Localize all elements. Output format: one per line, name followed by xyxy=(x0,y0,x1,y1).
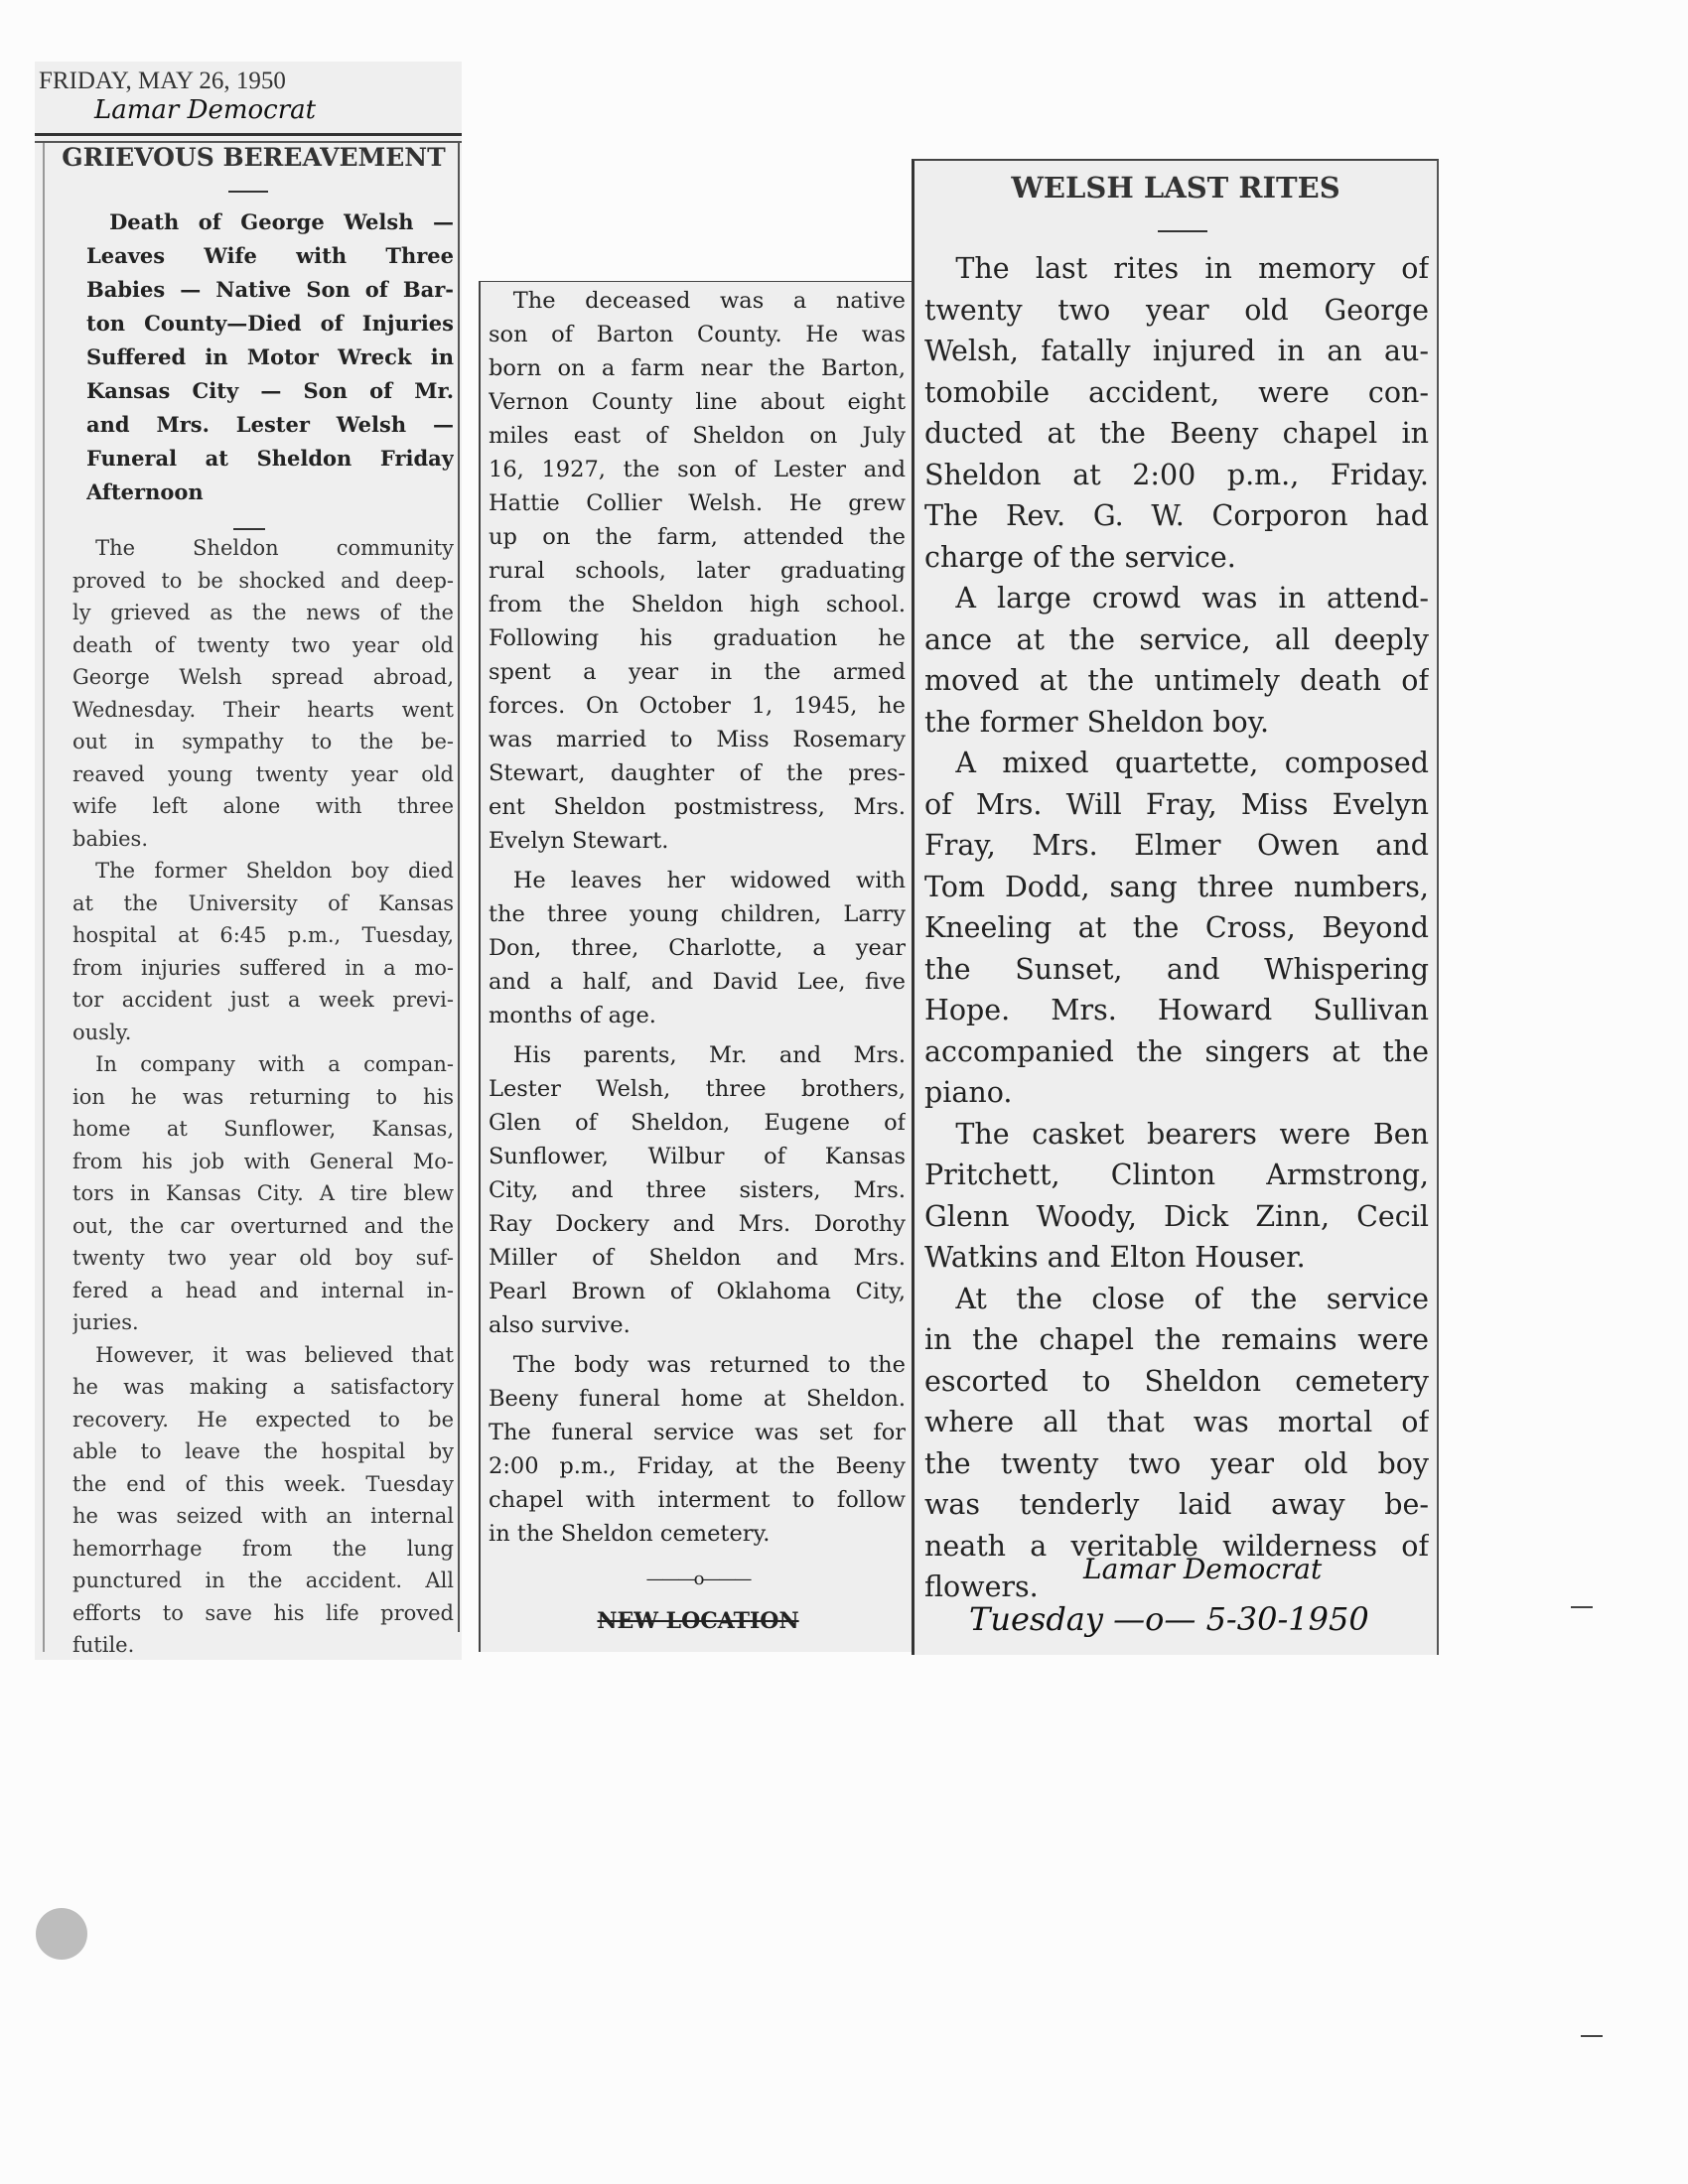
text-line: fered a head and internal in- xyxy=(72,1278,454,1302)
text-line: ance at the service, all deeply xyxy=(924,622,1429,656)
text-line: Hope. Mrs. Howard Sullivan xyxy=(924,994,1429,1026)
paragraph xyxy=(489,284,906,858)
text-line: in the Sheldon cemetery. xyxy=(489,1521,771,1547)
text-line: babies. xyxy=(72,826,149,851)
text-line: The casket bearers were Ben xyxy=(955,1117,1429,1151)
text-line: home at Sunflower, Kansas, xyxy=(72,1117,454,1141)
text-line: Hattie Collier Welsh. He grew xyxy=(489,490,906,516)
subhead-line: Death of George Welsh — xyxy=(109,209,454,234)
text-line: was married to Miss Rosemary xyxy=(489,727,906,752)
text-line: son of Barton County. He was xyxy=(489,322,906,347)
handwritten-source: Lamar Democrat xyxy=(1083,1553,1323,1585)
text-line: the former Sheldon boy. xyxy=(924,705,1270,739)
paragraph xyxy=(72,855,454,1048)
text-line: Kneeling at the Cross, Beyond xyxy=(924,911,1429,944)
text-line: rural schools, later graduating xyxy=(489,558,906,584)
text-line: In company with a compan- xyxy=(95,1052,454,1076)
text-line: also survive. xyxy=(489,1312,631,1338)
text-line: 2:00 p.m., Friday, at the Beeny xyxy=(489,1453,906,1479)
text-line: tor accident just a week previ- xyxy=(72,988,454,1012)
text-line: Evelyn Stewart. xyxy=(489,828,669,854)
subhead-line: Leaves Wife with Three xyxy=(86,243,454,268)
subhead-line: Funeral at Sheldon Friday xyxy=(86,446,454,471)
text-line: the three young children, Larry xyxy=(489,901,906,927)
text-line: efforts to save his life proved xyxy=(72,1600,454,1625)
text-line: miles east of Sheldon on July xyxy=(489,423,906,449)
column-border xyxy=(458,143,460,1632)
text-line: He leaves her widowed with xyxy=(512,868,906,893)
text-line: out in sympathy to the be- xyxy=(72,730,454,753)
text-line: able to leave the hospital by xyxy=(72,1439,454,1463)
text-line: The body was returned to the xyxy=(512,1352,906,1378)
text-line: Stewart, daughter of the pres- xyxy=(489,760,906,786)
subhead-line: Babies — Native Son of Bar- xyxy=(86,277,454,302)
column-border xyxy=(43,143,45,1652)
text-line: charge of the service. xyxy=(924,540,1236,574)
text-line: ly grieved as the news of the xyxy=(72,601,454,624)
text-line: accompanied the singers at the xyxy=(924,1034,1429,1068)
scan-mark xyxy=(1581,2035,1603,2037)
dash xyxy=(228,191,268,193)
text-line: Sunflower, Wilbur of Kansas xyxy=(489,1144,906,1169)
paragraph xyxy=(924,743,1429,1114)
paragraph xyxy=(924,248,1429,578)
text-line: recovery. He expected to be xyxy=(72,1407,454,1432)
article-body xyxy=(924,248,1429,1608)
text-line: escorted to Sheldon cemetery xyxy=(924,1364,1429,1398)
paragraph xyxy=(72,532,454,855)
clipping-grievous-bereavement xyxy=(35,62,462,1660)
text-line: from injuries suffered in a mo- xyxy=(72,955,454,980)
text-line: chapel with interment to follow xyxy=(489,1487,906,1513)
paragraph xyxy=(72,1339,454,1662)
text-line: tomobile accident, were con- xyxy=(924,375,1429,409)
text-line: The funeral service was set for xyxy=(489,1420,906,1445)
text-line: twenty two year old boy suf- xyxy=(72,1246,454,1270)
text-line: George Welsh spread abroad, xyxy=(72,665,454,689)
handwritten-source: Lamar Democrat xyxy=(94,95,317,125)
text-line: out, the car overturned and the xyxy=(72,1213,454,1238)
article-body xyxy=(489,284,906,1551)
text-line: The Rev. G. W. Corporon had xyxy=(924,499,1429,532)
text-line: reaved young twenty year old xyxy=(72,761,454,786)
paragraph xyxy=(924,578,1429,743)
dateline: FRIDAY, MAY 26, 1950 xyxy=(39,68,286,94)
text-line: Fray, Mrs. Elmer Owen and xyxy=(924,829,1429,862)
headline: GRIEVOUS BEREAVEMENT xyxy=(62,143,446,172)
text-line: futile. xyxy=(72,1633,135,1657)
handwritten-date: Tuesday —o— 5-30-1950 xyxy=(969,1600,1369,1638)
article-body xyxy=(72,532,454,1662)
text-line: and a half, and David Lee, five xyxy=(489,969,906,995)
clipping-continuation xyxy=(479,281,917,1652)
subhead-line: and Mrs. Lester Welsh — xyxy=(86,412,454,437)
text-line: Don, three, Charlotte, a year xyxy=(489,935,906,961)
text-line: City, and three sisters, Mrs. xyxy=(489,1177,906,1203)
text-line: twenty two year old George xyxy=(924,293,1429,327)
text-line: spent a year in the armed xyxy=(489,659,906,685)
text-line: moved at the untimely death of xyxy=(924,664,1429,697)
text-line: Glenn Woody, Dick Zinn, Cecil xyxy=(924,1199,1429,1233)
paragraph xyxy=(72,1048,454,1339)
text-line: ion he was returning to his xyxy=(72,1084,454,1109)
divider: ———o——— xyxy=(645,1569,751,1589)
text-line: A large crowd was in attend- xyxy=(955,582,1429,614)
text-line: Sheldon at 2:00 p.m., Friday. xyxy=(924,458,1429,491)
text-line: At the close of the service xyxy=(955,1282,1429,1315)
text-line: born on a farm near the Barton, xyxy=(489,355,906,381)
text-line: Welsh, fatally injured in an au- xyxy=(924,335,1429,367)
text-line: of Mrs. Will Fray, Miss Evelyn xyxy=(924,787,1429,821)
text-line: Pritchett, Clinton Armstrong, xyxy=(924,1159,1429,1191)
text-line: months of age. xyxy=(489,1003,656,1028)
text-line: Ray Dockery and Mrs. Dorothy xyxy=(489,1211,906,1237)
text-line: hospital at 6:45 p.m., Tuesday, xyxy=(72,923,454,947)
scan-mark xyxy=(1571,1606,1593,1608)
text-line: juries. xyxy=(72,1310,139,1334)
text-line: The Sheldon community xyxy=(95,536,454,560)
text-line: piano. xyxy=(924,1076,1013,1109)
text-line: death of twenty two year old xyxy=(72,632,454,657)
paragraph xyxy=(489,1348,906,1551)
subhead xyxy=(86,205,454,509)
subhead-line: Afternoon xyxy=(86,479,204,504)
text-line: was tenderly laid away be- xyxy=(924,1488,1429,1521)
text-line: Beeny funeral home at Sheldon. xyxy=(489,1386,906,1412)
text-line: Vernon County line about eight xyxy=(489,389,906,415)
text-line: Tom Dodd, sang three numbers, xyxy=(924,870,1429,903)
text-line: up on the farm, attended the xyxy=(489,524,906,550)
text-line: wife left alone with three xyxy=(72,794,454,818)
text-line: the Sunset, and Whispering xyxy=(924,952,1429,986)
text-line: The last rites in memory of xyxy=(955,252,1429,285)
text-line: ent Sheldon postmistress, Mrs. xyxy=(489,794,906,820)
text-line: punctured in the accident. All xyxy=(72,1569,454,1592)
text-line: Pearl Brown of Oklahoma City, xyxy=(489,1279,906,1304)
headline: WELSH LAST RITES xyxy=(1011,171,1340,205)
subhead-line: Kansas City — Son of Mr. xyxy=(86,378,454,403)
paragraph xyxy=(489,1038,906,1342)
text-line: Wednesday. Their hearts went xyxy=(72,697,454,722)
text-line: from his job with General Mo- xyxy=(72,1149,454,1173)
text-line: Miller of Sheldon and Mrs. xyxy=(489,1245,906,1271)
text-line: 16, 1927, the son of Lester and xyxy=(489,457,906,482)
subhead-line: Suffered in Motor Wreck in xyxy=(86,344,454,369)
hole-punch xyxy=(36,1908,87,1960)
text-line: Lester Welsh, three brothers, xyxy=(489,1076,906,1102)
text-line: The deceased was a native xyxy=(512,288,906,314)
text-line: A mixed quartette, composed xyxy=(955,747,1429,779)
text-line: proved to be shocked and deep- xyxy=(72,568,454,593)
text-line: His parents, Mr. and Mrs. xyxy=(512,1042,906,1068)
text-line: neath a veritable wilderness of xyxy=(924,1529,1429,1563)
dash xyxy=(1158,230,1207,232)
clipping-welsh-last-rites xyxy=(912,159,1439,1655)
text-line: at the University of Kansas xyxy=(72,890,454,915)
dash xyxy=(233,528,265,530)
text-line: The former Sheldon boy died xyxy=(95,859,454,883)
text-line: Glen of Sheldon, Eugene of xyxy=(489,1110,906,1136)
text-line: However, it was believed that xyxy=(95,1342,454,1367)
next-headline: NEW LOCATION xyxy=(597,1608,799,1634)
text-line: Watkins and Elton Houser. xyxy=(924,1241,1306,1274)
text-line: ducted at the Beeny chapel in xyxy=(924,417,1429,450)
rule xyxy=(35,133,462,136)
text-line: ously. xyxy=(72,1020,132,1044)
text-line: tors in Kansas City. A tire blew xyxy=(72,1181,454,1205)
text-line: the end of this week. Tuesday xyxy=(72,1471,454,1496)
text-line: where all that was mortal of xyxy=(924,1406,1429,1438)
text-line: he was making a satisfactory xyxy=(72,1375,454,1399)
text-line: Following his graduation he xyxy=(489,625,906,651)
paragraph xyxy=(924,1114,1429,1279)
subhead-line: ton County—Died of Injuries xyxy=(86,311,454,336)
text-line: from the Sheldon high school. xyxy=(489,592,906,617)
text-line: in the chapel the remains were xyxy=(924,1323,1429,1356)
paragraph xyxy=(489,864,906,1032)
text-line: he was seized with an internal xyxy=(72,1504,454,1528)
text-line: hemorrhage from the lung xyxy=(72,1536,454,1561)
text-line: flowers. xyxy=(924,1570,1039,1603)
text-line: forces. On October 1, 1945, he xyxy=(489,693,906,719)
text-line: the twenty two year old boy xyxy=(924,1446,1429,1480)
